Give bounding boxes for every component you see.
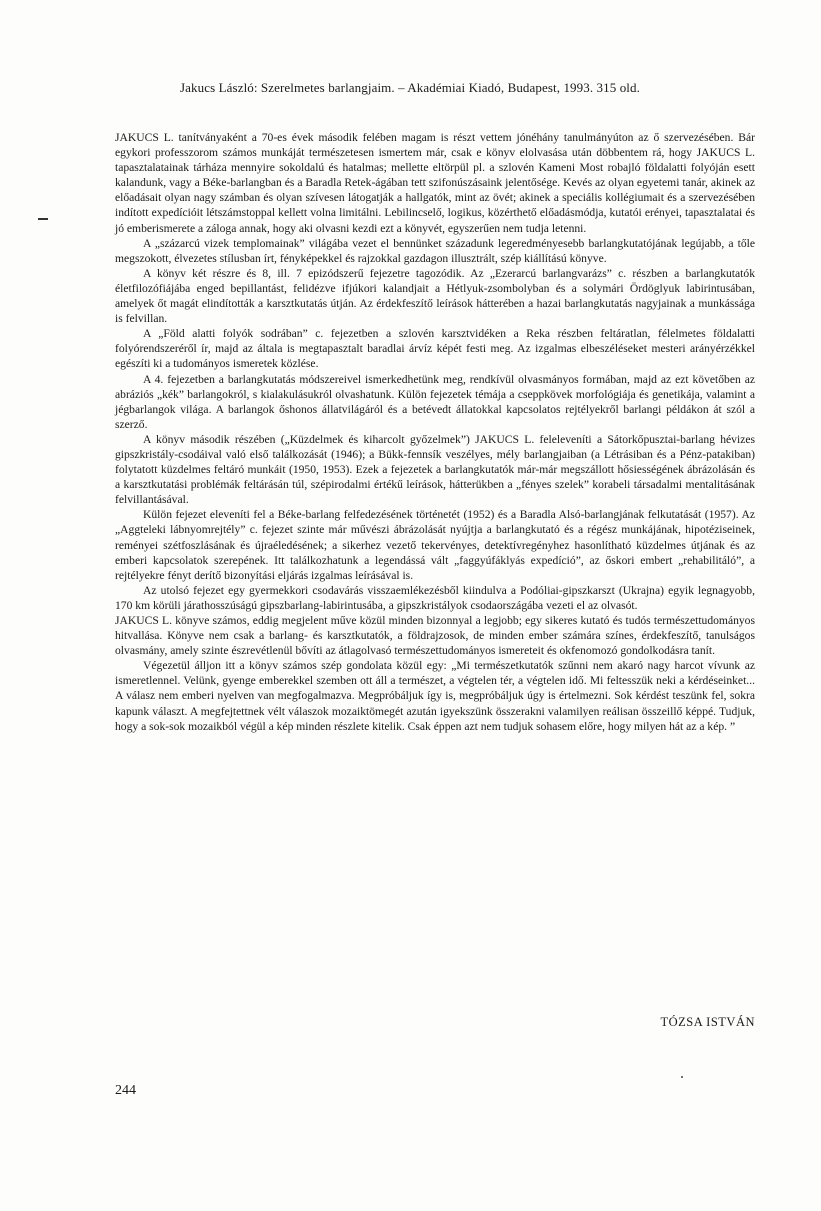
review-body — [115, 130, 755, 734]
scan-speck — [681, 1076, 683, 1078]
paragraph: JAKUCS L. könyve számos, eddig megjelent műve közül minden bizonnyal a legjobb; egy sikeres kutató és tudós természettudományos hitvallása. Könyve nem csak a barlang- és karsztkutatók, a földrajzosok, de minden ember számára színes, érdekfeszítő, tanulságos olvasmány, amely szinte észrevétlenül bővíti az átlagolvasó természettudományos ismereteit és okfenomozó gondolkodásra tanít. — [115, 614, 755, 658]
bibliographic-header: Jakucs László: Szerelmetes barlangjaim. – Akadémiai Kiadó, Budapest, 1993. 315 old. — [180, 80, 640, 95]
paragraph: Végezetül álljon itt a könyv számos szép gondolata közül egy: „Mi természetkutatók szűnni nem akaró nagy harcot vívunk az ismeretlennel. Velünk, gyenge emberekkel szemben ott áll a természet, a végtelen tér, a végtelen idő. Mi feltesszük neki a kérdéseinket... A válasz nem emberi nyelven van megfogalmazva. Megpróbáljuk így is, megpróbáljuk úgy is értelmezni. Sok kérdést teszünk fel, sokra kapunk választ. A megfejtettnek vélt válaszok mozaiktömegét azután igyekszünk összerakni valamilyen reálisan összeillő képpé. Tudjuk, hogy a sok-sok mozaikból végül a kép minden részlete kitelik. Csak éppen azt nem tudjuk sohasem előre, hogy milyen hát az a kép. ” — [115, 659, 755, 733]
paragraph: Az utolsó fejezet egy gyermekkori csodavárás visszaemlékezésből kiindulva a Podóliai-gipszkarszt (Ukrajna) egyik legnagyobb, 170 km körüli járathosszúságú gipszbarlang-labirintusába, a gipszkristályok csodaországába vezeti el az olvasót. — [115, 583, 755, 612]
paragraph: JAKUCS L. tanítványaként a 70-es évek második felében magam is részt vettem jónéhány tanulmányúton az ő szervezésében. Bár egykori professzorom számos munkáját természetesen ismertem már, csak e könyv elolvasása után döbbentem rá, hogy JAKUCS L. tapasztalatainak tárháza mennyire sokoldalú és hatalmas; mellette eltörpül pl. a szlovén Kameni Most robajló földalatti folyóján esett kalandunk, vagy a Béke-barlangban és a Baradla Retek-ágában tett szifonúszásaink jelentősége. Kevés az olyan egyetemi tanár, akinek az előadásait olyan nagy számban és olyan szívesen látogatják a hallgatók, mint az övét; akinek a speciális kollégiumait és a szervezésében indított expedícióit létszámstoppal kellett volna limitálni. Lebilincselő, logikus, közérthető előadásmódja, kutatói erényei, tapasztalatai és jó emberismerete a záloga annak, hogy aki olvasni kezdi ezt a könyvét, egyszerűen nem tudja letenni. — [115, 131, 755, 235]
paragraph: A „Föld alatti folyók sodrában” c. fejezetben a szlovén karsztvidéken a Reka részben feltáratlan, félelmetes földalatti folyórendszeréről ír, majd az általa is megtapasztalt baradlai árvíz képét festi meg. Az izgalmas elbeszéléseket mesteri arányérzékkel egészíti ki a tudományos ismeretek közlése. — [115, 327, 755, 371]
author-signature: TÓZSA ISTVÁN — [660, 1015, 755, 1029]
margin-mark — [38, 218, 48, 220]
page-number: 244 — [115, 1083, 136, 1098]
paragraph: Külön fejezet eleveníti fel a Béke-barlang felfedezésének történetét (1952) és a Baradla Alsó-barlangjának felkutatását (1957). Az „Aggteleki lábnyomrejtély” c. fejezet szinte már művészi ábrázolását nyújtja a barlangkutató és a régész munkájának, hipotéziseinek, reményei szétfoszlásának és újraéledésének; a sikerhez vezető tekervényes, detektívregényhez hasonlítható küzdelmes útjának és az emberi kapcsolatok szerepének. Itt találkozhatunk a legendássá vált „faggyúfáklyás expedíció”, az őskori embert „rehabilitáló”, a rejtélyekre fényt derítő bizonyítási eljárás izgalmas leírásával is. — [115, 508, 755, 582]
paragraph: A könyv két részre és 8, ill. 7 epizódszerű fejezetre tagozódik. Az „Ezerarcú barlangvarázs” c. részben a barlangkutatók életfilozófiájába enged bepillantást, felidézve ifjúkori kalandjait a Hétlyuk-zsombolyban és a solymári Ördöglyuk labirintusában, amelyek őt magát elindították a karsztkutatás útján. Az érdekfeszítő leírások hátterében a hazai barlangkutatás nagyjainak a munkássága is felvillan. — [115, 266, 755, 326]
paragraph: A „százarcú vizek templomainak” világába vezet el bennünket századunk legeredményesebb barlangkutatójának legújabb, a tőle megszokott, élvezetes stílusban írt, fényképekkel és rajzokkal gazdagon illusztrált, szép kiállítású könyve. — [115, 236, 755, 265]
paragraph: A 4. fejezetben a barlangkutatás módszereivel ismerkedhetünk meg, rendkívül olvasmányos formában, majd az ezt követőben az abráziós „kék” barlangokról, s kialakulásukról olvashatunk. Külön fejezetek témája a cseppkövek morfológiája és genetikája, valamint a jégbarlangok világa. A barlangok őshonos állatvilágáról és a betévedt állatokkal kapcsolatos rejtélyekről barlangi példákon át szól a szerző. — [115, 372, 755, 431]
paragraph: A könyv második részében („Küzdelmek és kiharcolt győzelmek”) JAKUCS L. feleleveníti a Sátorkőpusztai-barlang hévizes gipszkristály-csodáival való első találkozását (1946); a Bükk-fennsík veszélyes, mély barlangjaiban (a Létrásiban és a Pénz-patakiban) folytatott küzdelmes feltáró munkáit (1950, 1953). Ezek a fejezetek a barlangkutatók már-már megszállott hősiességének ábrázolásán és a karsztkutatási problémák feltárásán túl, szépirodalmi értékű leírások, hátterükben a „fényes szelek” korabeli társadalmi mentalitásának felvillantásával. — [115, 432, 755, 507]
